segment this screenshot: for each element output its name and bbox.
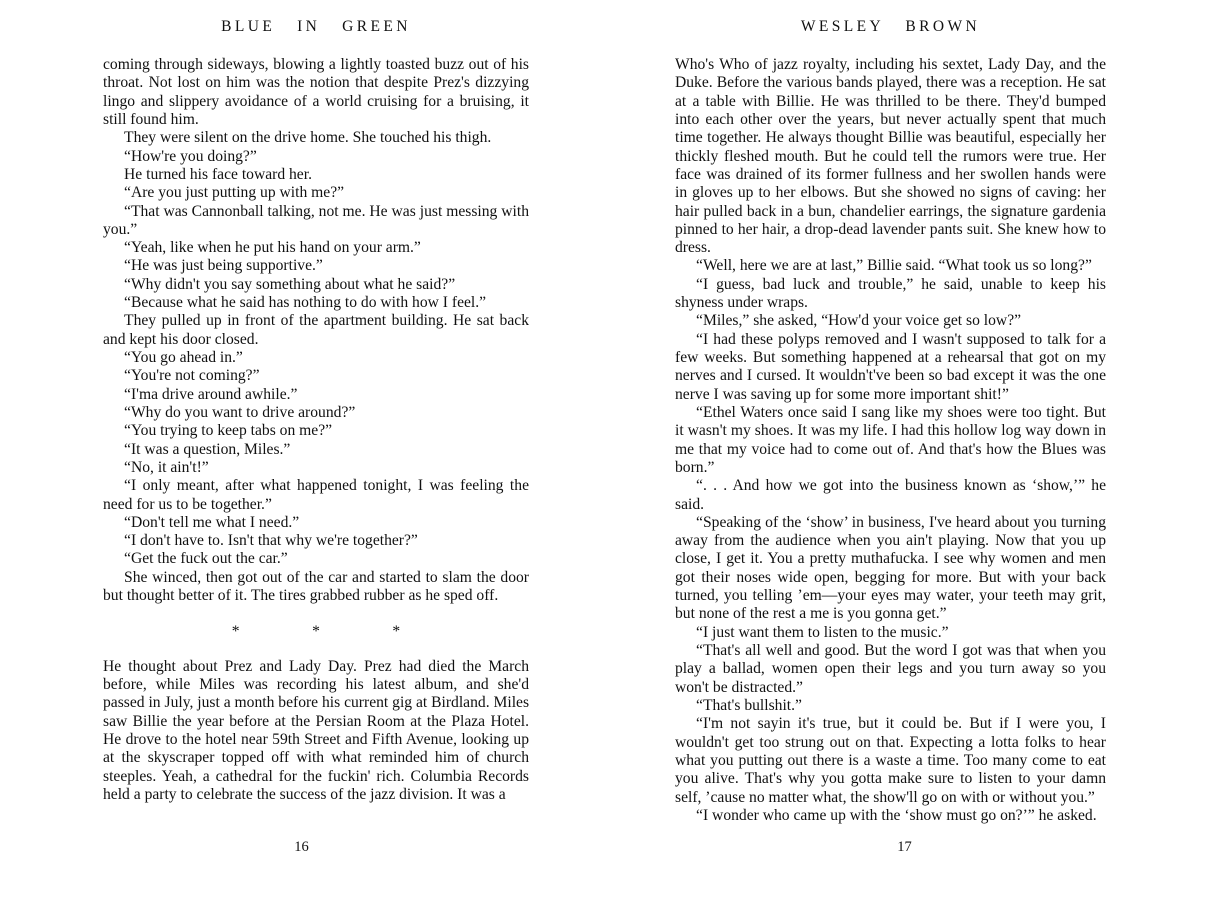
paragraph: coming through sideways, blowing a lightly toasted buzz out of his throat. Not lost on him was the notion that despite Prez's dizzying lingo and slippery avoidance of a world cruising for a bruising, it still found him.	[103, 56, 529, 128]
paragraph: “Miles,” she asked, “How'd your voice get so low?”	[696, 312, 1022, 330]
folio-left: 16	[294, 839, 309, 855]
paragraph: “Don't tell me what I need.”	[124, 513, 300, 531]
right-page-body	[675, 56, 1106, 825]
paragraph: “No, it ain't!”	[124, 458, 209, 476]
paragraph: He turned his face toward her.	[124, 165, 312, 183]
paragraph: He thought about Prez and Lady Day. Prez had died the March before, while Miles was recording his latest album, and she'd passed in July, just a month before his current gig at Birdland. Miles saw Billie the year before at the Persian Room at the Plaza Hotel. He drove to the hotel near 59th Street and Fifth Avenue, looking up at the skyscraper topped off with what reminded him of church steeples. Yeah, a cathedral for the fuckin' rich. Columbia Records held a party to celebrate the success of the jazz division. It was a	[103, 657, 530, 803]
left-page-body	[103, 56, 529, 804]
paragraph: “Well, here we are at last,” Billie said. “What took us so long?”	[696, 257, 1092, 275]
paragraph: “It was a question, Miles.”	[124, 440, 291, 458]
paragraph: “I only meant, after what happened tonight, I was feeling the need for us to be together.”	[103, 477, 529, 513]
paragraph: “That's all well and good. But the word I got was that when you play a ballad, women open their legs and you turn away so you won't be distracted.”	[675, 642, 1106, 696]
paragraph: “You go ahead in.”	[124, 349, 243, 366]
paragraph: “Yeah, like when he put his hand on your arm.”	[124, 239, 421, 257]
paragraph: Who's Who of jazz royalty, including his sextet, Lady Day, and the Duke. Before the various bands played, there was a reception. He sat at a table with Billie. He was thrilled to be there. They'd bumped into each other over the years, but never actually spent that much time together. He always thought Billie was beautiful, especially her thickly fleshed mouth. But he could tell the rumors were true. Her face was drained of its former fullness and her swollen hands were in gloves up to her elbows. But she showed no signs of caving: her hair pulled back in a bun, chandelier earrings, the signature gardenia pinned to her hair, a drop-dead lavender pants suit. She knew how to dress.	[675, 56, 1106, 257]
paragraph: “Because what he said has nothing to do with how I feel.”	[124, 294, 487, 312]
paragraph: “. . . And how we got into the business known as ‘show,’” he said.	[675, 477, 1106, 513]
paragraph: “I'ma drive around awhile.”	[124, 385, 298, 403]
paragraph: “I wonder who came up with the ‘show must go on?’” he asked.	[696, 806, 1097, 824]
paragraph: “I just want them to listen to the music.”	[696, 623, 949, 641]
page-right	[603, 0, 1206, 904]
paragraph: “I'm not sayin it's true, but it could be. But if I were you, I wouldn't get too strung out on that. Expecting a lotta folks to hear what you putting out there is a waste a time. Too many come to eat you alive. That's why you gotta make sure to listen to your damn self, ’cause no matter what, the show'll go on with or without you.”	[675, 715, 1106, 806]
paragraph: “That's bullshit.”	[696, 696, 802, 714]
paragraph: “I guess, bad luck and trouble,” he said, unable to keep his shyness under wraps.	[675, 275, 1106, 312]
paragraph: She winced, then got out of the car and started to slam the door but thought better of it. The tires grabbed rubber as he sped off.	[103, 568, 529, 605]
paragraph: “Are you just putting up with me?”	[124, 184, 345, 202]
paragraph: They were silent on the drive home. She touched his thigh.	[124, 129, 492, 147]
paragraph: “Ethel Waters once said I sang like my shoes were too tight. But it wasn't my shoes. It was my life. I had this hollow log way down in me that my voice had to come out of. And that's how the Blues was born.”	[675, 403, 1106, 476]
folio-right: 17	[897, 839, 912, 855]
paragraph: “You trying to keep tabs on me?”	[124, 422, 333, 440]
paragraph: “Why didn't you say something about what he said?”	[124, 275, 456, 293]
paragraph: “Why do you want to drive around?”	[124, 403, 356, 421]
paragraph: “That was Cannonball talking, not me. He was just messing with you.”	[103, 202, 529, 238]
paragraph: “You're not coming?”	[124, 367, 260, 385]
scene-break: * * *	[231, 623, 435, 641]
paragraph: “He was just being supportive.”	[124, 257, 323, 275]
running-head-left: BLUE IN GREEN	[221, 18, 411, 35]
paragraph: “Speaking of the ‘show’ in business, I've heard about you turning away from the audience when you ain't playing. Now that you up close, I get it. You a pretty muthafucka. I see why women and men got their noses wide open, begging for more. But with your back turned, you telling ’em—your eyes may water, your teeth may grit, but none of the rest a me is you gonna get.”	[675, 513, 1106, 623]
running-head-right: WESLEY BROWN	[800, 18, 981, 35]
paragraph: “How're you doing?”	[124, 147, 257, 165]
paragraph: “Get the fuck out the car.”	[124, 550, 288, 568]
paragraph: They pulled up in front of the apartment building. He sat back and kept his door closed.	[103, 312, 529, 348]
paragraph: “I don't have to. Isn't that why we're together?”	[124, 532, 418, 550]
paragraph: “I had these polyps removed and I wasn't supposed to talk for a few weeks. But something happened at a rehearsal that got on my nerves and I cursed. It wouldn't've been so bad except it was the one nerve I was saving up for some more important shit!”	[675, 330, 1106, 403]
